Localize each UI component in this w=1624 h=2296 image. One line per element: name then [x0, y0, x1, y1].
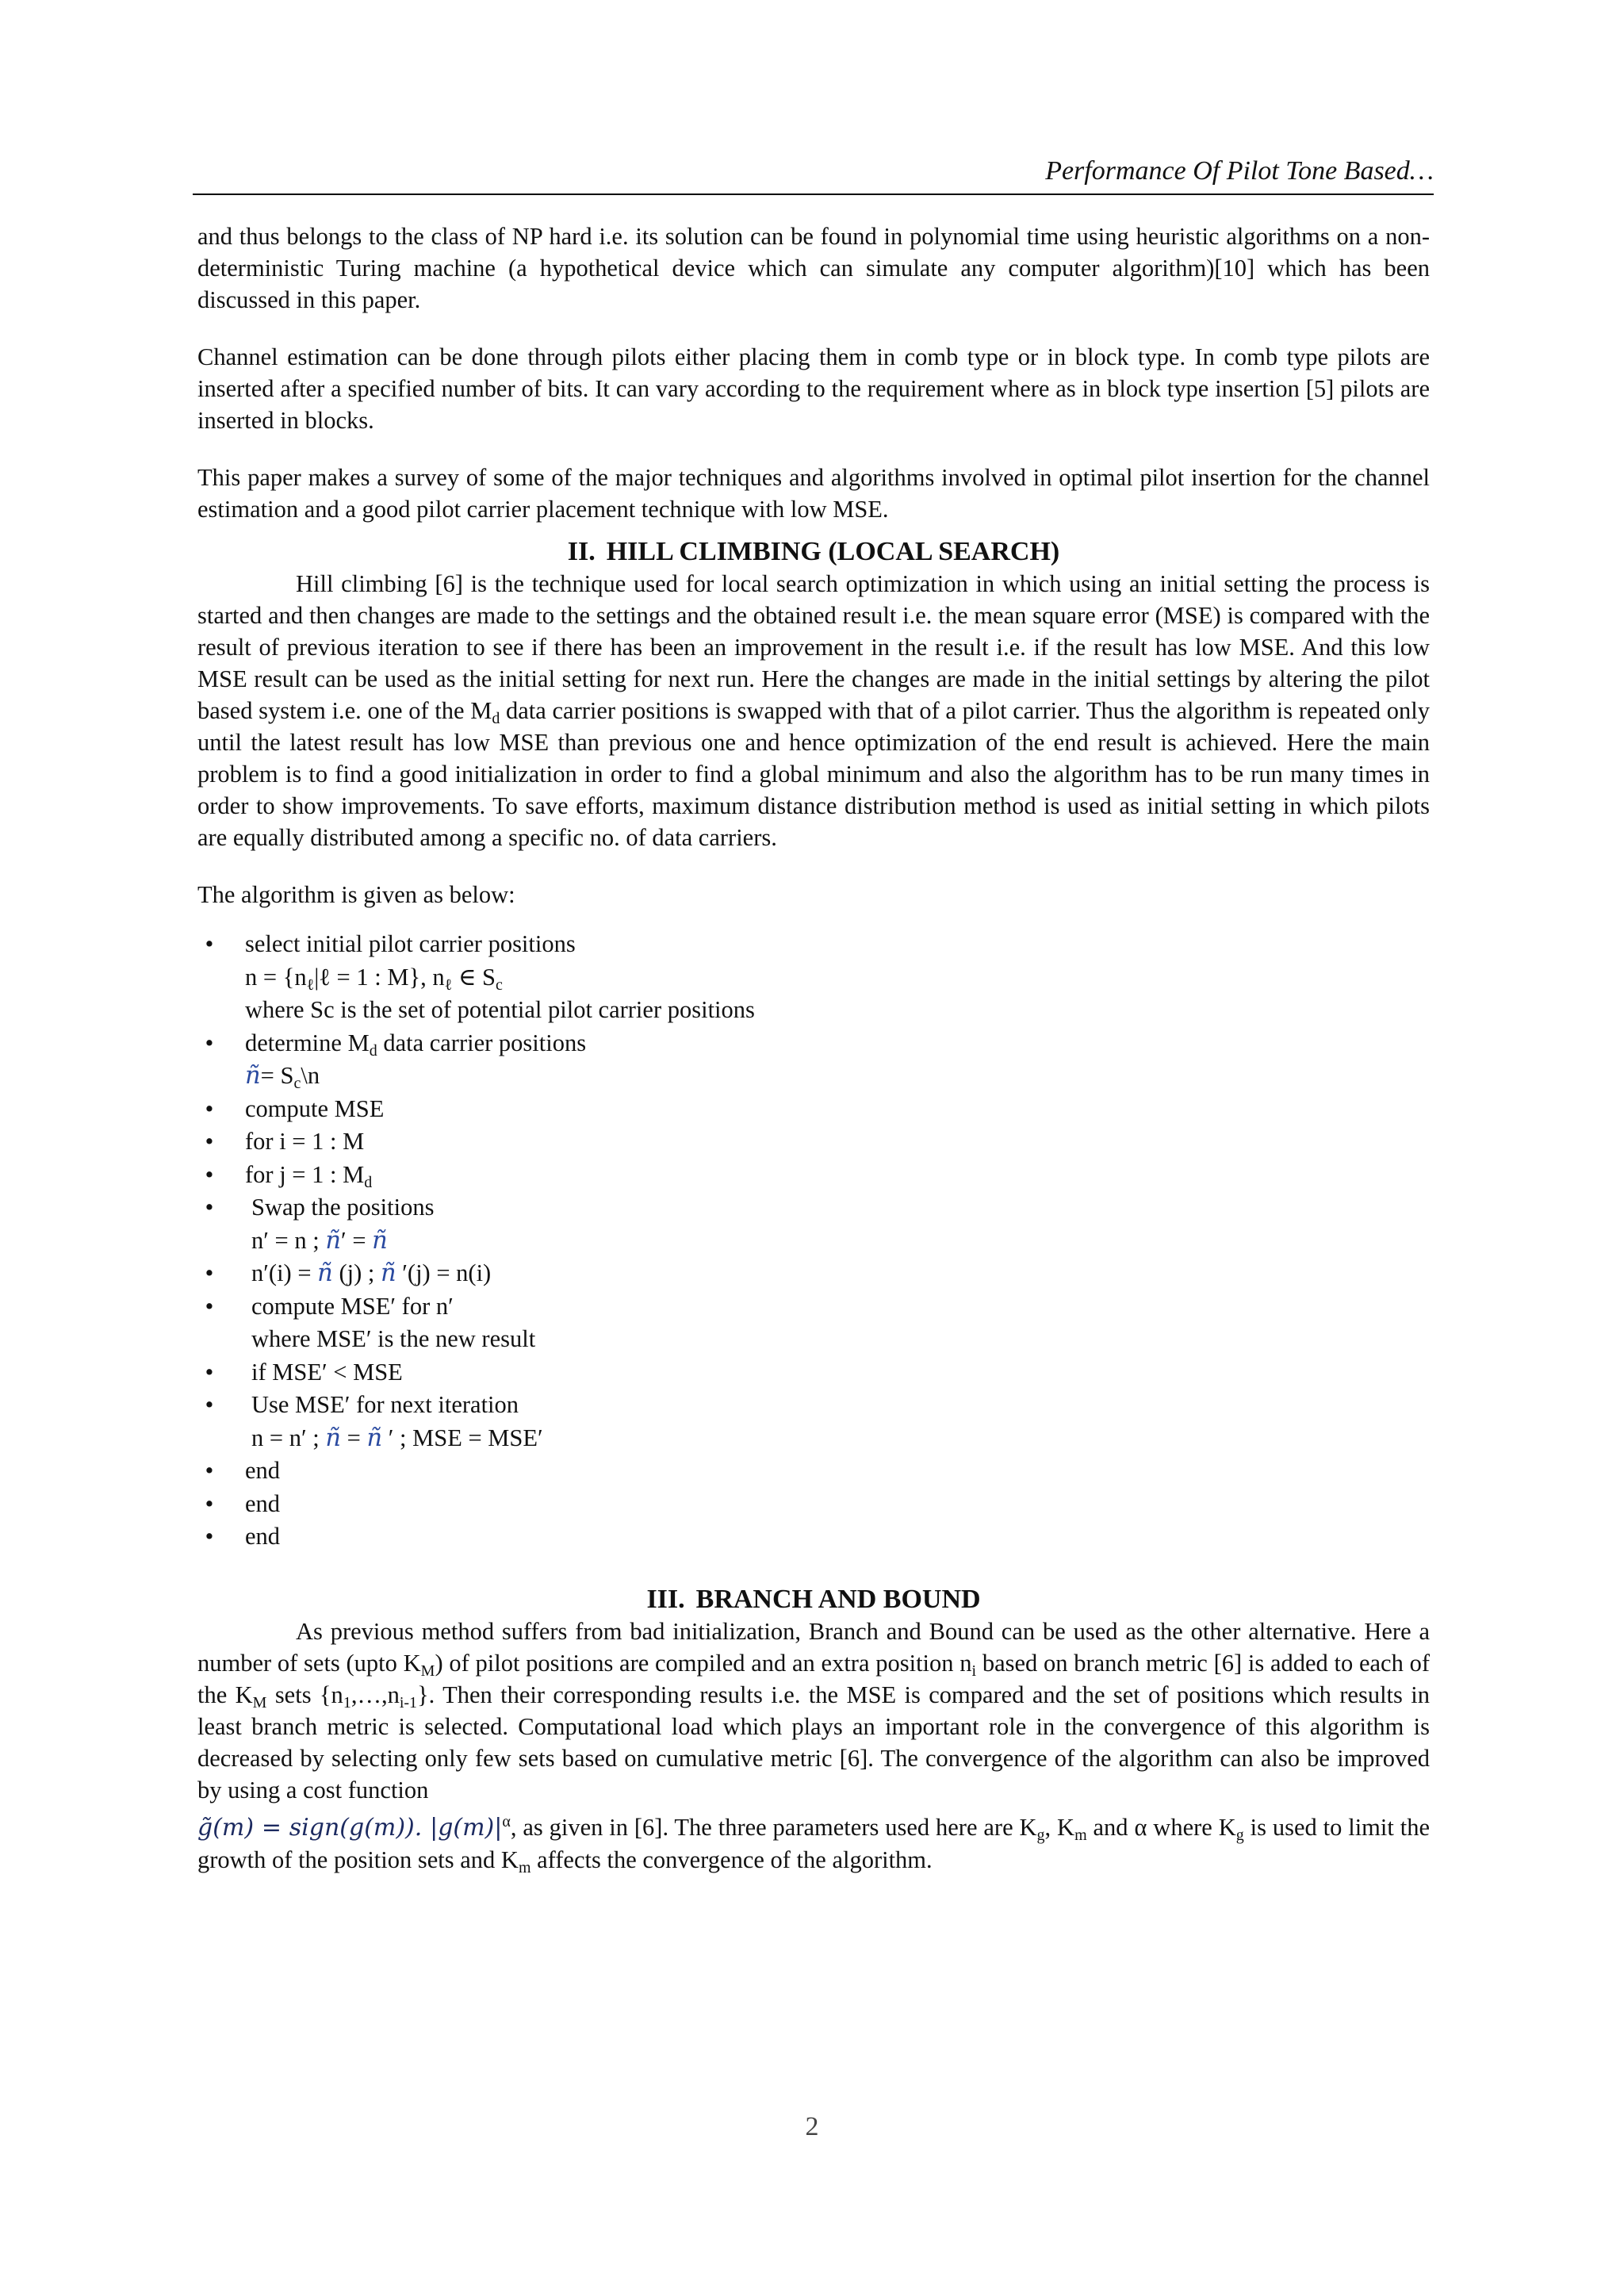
bullet-icon: • — [205, 1292, 214, 1320]
bullet-icon: • — [205, 1523, 214, 1550]
cost-function-formula: g̃(m) = sign(g(m)). |g(m)| — [197, 1813, 503, 1842]
list-item: • determine $M_d$ data carrier positions ñ= $S_c\backslash n$ — [197, 1027, 1430, 1093]
running-header — [193, 151, 1434, 195]
section-3-heading — [197, 1584, 1430, 1616]
list-item: • select initial pilot carrier positions $n = \{n_\ell|\ell = 1$ : M}, $n_\ell$ ∈ $S_c$ where Sc is the set of potential pilot carrier positions — [197, 928, 1430, 1027]
list-item: • for i = 1 : M — [197, 1125, 1430, 1159]
bullet-icon: • — [205, 1029, 214, 1056]
bullet-icon: • — [205, 1457, 214, 1484]
bullet-icon: • — [205, 930, 214, 957]
list-item: • compute MSE′ for n′ where MSE′ is the new result — [197, 1290, 1430, 1356]
list-item: • end — [197, 1455, 1430, 1488]
section-2-number: II. — [567, 537, 596, 566]
bullet-icon: • — [205, 1160, 214, 1188]
bullet-icon: • — [205, 1094, 214, 1122]
list-item: • Swap the positions n′ = n ; ñ′ = ñ — [197, 1191, 1430, 1257]
intro-paragraph-1: and thus belongs to the class of NP hard i.e. its solution can be found in polynomial time using heuristic algorithms on a non-deterministic Turing machine (a hypothetical device which can simulate any computer algorithm)[10] which has been discussed in this paper. — [197, 223, 1430, 313]
running-title: Performance Of Pilot Tone Based… — [1045, 156, 1434, 186]
list-item: • for j = 1 : $M_d$ — [197, 1159, 1430, 1192]
bullet-icon: • — [205, 1128, 214, 1155]
bullet-icon: • — [205, 1391, 214, 1418]
list-item: • n′(i) = ñ (j) ; ñ ′(j) = n(i) — [197, 1257, 1430, 1290]
intro-paragraph-2: Channel estimation can be done through pilots either placing them in comb type or in block type. In comb type pilots are inserted after a specified number of bits. It can vary according to the requirement where as in block type insertion [5] pilots are inserted in blocks. — [197, 343, 1430, 434]
section-2-paragraph: Hill climbing [6] is the technique used for local search optimization in which using an initial setting the process is started and then changes are made to the settings and the obtained result i.e. the mean square error (MSE) is compared with the result of previous iteration to see if there has been an improvement in the result i.e. if the result has low MSE. And this low MSE result can be used as the initial setting for next run. Here the changes are made in the initial settings by altering the pilot based system i.e. one of the $M_d$ data carrier positions is swapped with that of a pilot carrier. Thus the algorithm is repeated only until the latest result has low MSE than previous one and hence optimization of the end result is achieved. Here the main problem is to find a good initialization in order to find a global minimum and also the algorithm has to be run many times in order to show improvements. To save efforts, maximum distance distribution method is used as initial setting in which pilots are equally distributed among a specific no. of data carriers. — [197, 570, 1430, 851]
section-3-number: III. — [646, 1584, 685, 1614]
intro-paragraph-3: This paper makes a survey of some of the major techniques and algorithms involved in optimal pilot insertion for the channel estimation and a good pilot carrier placement technique with low MSE. — [197, 464, 1430, 523]
bullet-icon: • — [205, 1259, 214, 1286]
page-number: 2 — [805, 2112, 819, 2141]
algorithm-intro: The algorithm is given as below: — [197, 881, 515, 908]
list-item: • end — [197, 1488, 1430, 1521]
bullet-icon: • — [205, 1489, 214, 1517]
list-item: • Use MSE′ for next iteration n = n′ ; ñ = ñ ′ ; MSE = MSE′ — [197, 1389, 1430, 1455]
bullet-icon: • — [205, 1194, 214, 1221]
bullet-icon: • — [205, 1358, 214, 1386]
list-item: • if MSE′ < MSE — [197, 1356, 1430, 1389]
section-3-paragraph: As previous method suffers from bad initialization, Branch and Bound can be used as the other alternative. Here a number of sets (upto $K_M$) of pilot positions are compiled and an extra position $n_i$ based on branch metric [6] is added to each of the $K_M$ sets $\{n_1,\dots,n_{i-1}\}$. Then their corresponding results i.e. the MSE is compared and the set of positions which results in least branch metric is selected. Computational load which plays an important role in the convergence of this algorithm is decreased by selecting only few sets based on cumulative metric [6]. The convergence of the algorithm can also be improved by using a cost function g̃(m) = sign(g(m)). $|g(m)|^\alpha$, as given in [6]. The three parameters used here are $K_g$, $K_m$ and α where $K_g$ is used to limit the growth of the position sets and $K_m$ affects the convergence of the algorithm. — [197, 1617, 1430, 1876]
section-3-title: BRANCH AND BOUND — [695, 1584, 981, 1614]
section-2-title: HILL CLIMBING (LOCAL SEARCH) — [606, 537, 1060, 566]
list-item: • compute MSE — [197, 1093, 1430, 1126]
algorithm-list — [197, 928, 1430, 1554]
section-2-heading — [197, 536, 1430, 568]
page-body — [197, 220, 1430, 1876]
list-item: • end — [197, 1520, 1430, 1554]
